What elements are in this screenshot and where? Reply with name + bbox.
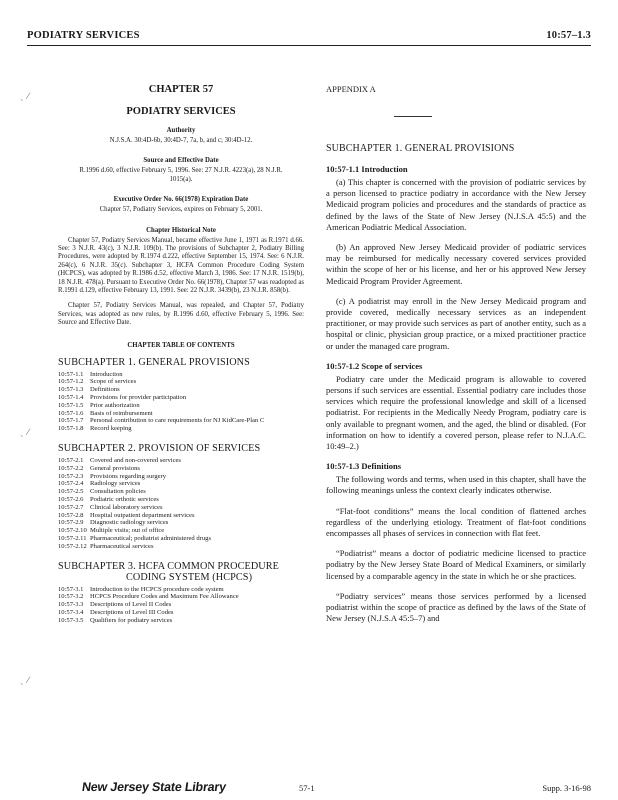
left-column xyxy=(58,84,304,625)
toc-subchapter-2-title: SUBCHAPTER 2. PROVISION OF SERVICES xyxy=(58,443,261,455)
toc-entry xyxy=(58,593,304,601)
toc-entry-title: Scope of services xyxy=(90,378,137,386)
toc-list xyxy=(58,371,304,433)
toc-entry-number: 10:57-2.4 xyxy=(58,480,84,488)
toc-entry-title: Record keeping xyxy=(90,425,132,433)
source-heading: Source and Effective Date xyxy=(143,157,219,165)
toc-list xyxy=(58,586,304,625)
history-paragraph: Chapter 57, Podiatry Services Manual, became effective June 1, 1971 as R.1971 d.66. See: 3 N.J.R. 43(c), 3 N.J.R. 109(b). The provisions of Subchapter 2, Podiatry Billing Procedures, were adopted by R.1974 d.222, effective September 15, 1974. See: 6 N.J.R. 264(c), 6 N.J.R. 35(c). Subchapter 3, HCFA Common Procedure Coding System (HCPCS), was adopted by R.1986 d.52, effective March 3, 1986. See: 17 N.J.R. 1519(b), 18 N.J.R. 478(a). Pursuant to Executive Order No. 66(1978), Chapter 57 was readopted as R.1991 d.129, effective February 13, 1991. See: 22 N.J.R. 3439(b), 23 N.J.R. 858(b). xyxy=(58,236,304,295)
scan-mark: ˎ ⁄ xyxy=(20,428,29,438)
appendix-label: APPENDIX A xyxy=(326,84,376,94)
header-section: 10:57–1.3 xyxy=(546,30,591,41)
toc-entry-number: 10:57-3.3 xyxy=(58,601,84,609)
toc-entry-number: 10:57-1.2 xyxy=(58,378,84,386)
toc-entry xyxy=(58,504,304,512)
chapter-name: PODIATRY SERVICES xyxy=(126,106,236,117)
toc-subchapter-1-title: SUBCHAPTER 1. GENERAL PROVISIONS xyxy=(58,356,250,368)
toc-entry xyxy=(58,378,304,386)
toc-entry-title: Diagnostic radiology services xyxy=(90,519,169,527)
toc-entry-title: Multiple visits; out of office xyxy=(90,527,165,535)
toc-entry xyxy=(58,601,304,609)
body-paragraph: “Podiatrist” means a doctor of podiatric medicine licensed to practice podiatry by the New Jersey State Board of Medical Examiners, or similarly licensed by a comparable agency in the state in which he or she practices. xyxy=(326,548,586,581)
toc-entry-number: 10:57-1.6 xyxy=(58,409,84,417)
supplement-date: Supp. 3-16-98 xyxy=(542,783,591,793)
toc-entry xyxy=(58,617,304,625)
right-column xyxy=(326,84,586,634)
toc-entry-title: Clinical laboratory services xyxy=(90,503,163,511)
toc-list xyxy=(58,457,304,551)
toc-entry xyxy=(58,410,304,418)
toc-entry-title: Qualifiers for podiatry services xyxy=(90,616,173,624)
toc-entry-number: 10:57-1.8 xyxy=(58,425,84,433)
section-rule xyxy=(394,116,432,117)
exec-order-text: Chapter 57, Podiatry Services, expires on February 5, 2001. xyxy=(99,206,263,214)
toc-entry-title: Provisions for provider participation xyxy=(90,394,187,402)
toc-entry-number: 10:57-2.11 xyxy=(58,535,87,543)
history-paragraph: Chapter 57, Podiatry Services Manual, was repealed, and Chapter 57, Podiatry Services, was adopted as new rules, by R.1996 d.60, effective February 5, 1996. See: Source and Effective Date. xyxy=(58,302,304,327)
authority-heading: Authority xyxy=(166,127,196,134)
toc-entry-title: General provisions xyxy=(90,464,140,472)
exec-order-heading: Executive Order No. 66(1978) Expiration Date xyxy=(113,196,249,204)
toc-entry-title: Personal contribution to care requirements for NJ KidCare-Plan C xyxy=(90,417,265,425)
toc-entry-number: 10:57-2.3 xyxy=(58,472,84,480)
toc-entry xyxy=(58,386,304,394)
library-stamp: New Jersey State Library xyxy=(81,780,227,794)
scan-mark: ˎ ⁄ xyxy=(20,92,29,102)
toc-entry-title: Covered and non-covered services xyxy=(90,457,181,465)
toc-entry-title: Prior authorization xyxy=(90,401,140,409)
toc-entry xyxy=(58,402,304,410)
toc-entry-number: 10:57-2.5 xyxy=(58,488,84,496)
toc-entry-title: Pharmaceutical; podiatrist administered drugs xyxy=(90,535,212,543)
toc-entry-number: 10:57-2.9 xyxy=(58,519,84,527)
toc-entry xyxy=(58,488,304,496)
chapter-number: CHAPTER 57 xyxy=(148,84,214,95)
toc-entry-title: Introduction xyxy=(90,370,123,378)
toc-subchapter-3-title: SUBCHAPTER 3. HCFA COMMON PROCEDURE xyxy=(58,560,279,572)
source-text: R.1996 d.60, effective February 5, 1996. See: 27 N.J.R. 4223(a), 28 N.J.R. 1015(a). xyxy=(79,167,283,183)
header-title: PODIATRY SERVICES xyxy=(27,30,140,41)
toc-entry-title: Hospital outpatient department services xyxy=(90,511,195,519)
toc-entry xyxy=(58,586,304,594)
toc-entry xyxy=(58,519,304,527)
toc-entry-title: Basis of reimbursement xyxy=(90,409,153,417)
section-heading: 10:57-1.3 Definitions xyxy=(326,461,402,472)
toc-heading: CHAPTER TABLE OF CONTENTS xyxy=(127,341,235,349)
body-paragraph: (c) A podiatrist may enroll in the New Jersey Medicaid program and provide covered, medically necessary services as an independent practitioner, or may provide such services as part of another entity, such as a hospital or clinic, physician group practice, or a mixed practitioner practice or under the managed care program. xyxy=(326,295,586,351)
scan-mark: ˎ ⁄ xyxy=(20,676,29,686)
toc-entry-number: 10:57-2.8 xyxy=(58,511,84,519)
toc-entry-number: 10:57-3.2 xyxy=(58,593,84,601)
toc-entry xyxy=(58,457,304,465)
header-rule xyxy=(27,45,591,46)
toc-entry-number: 10:57-2.1 xyxy=(58,457,84,465)
body-paragraph: “Podiatry services” means those services performed by a licensed podiatrist within the scope of practice as defined by the laws of the State of New Jersey (N.J.S.A 45:5–7) and xyxy=(326,590,586,624)
running-header xyxy=(27,30,591,44)
toc-entry xyxy=(58,394,304,402)
section-heading: 10:57-1.2 Scope of services xyxy=(326,360,423,371)
toc-entry-number: 10:57-1.1 xyxy=(58,370,84,378)
toc-entry xyxy=(58,609,304,617)
toc-entry xyxy=(58,496,304,504)
toc-entry xyxy=(58,371,304,379)
body-paragraph: (b) An approved New Jersey Medicaid provider of podiatric services may be reimbursed for medically necessary covered services provided within the scope of her or his license, and her or his approved New Jersey Medicaid Program Provider Agreement. xyxy=(326,242,586,286)
toc-entry xyxy=(58,425,304,433)
subchapter-title: SUBCHAPTER 1. GENERAL PROVISIONS xyxy=(326,143,515,154)
toc-entry-number: 10:57-2.2 xyxy=(58,464,84,472)
toc-entry xyxy=(58,535,304,543)
toc-entry-number: 10:57-3.4 xyxy=(58,609,84,617)
toc-entry-number: 10:57-1.4 xyxy=(58,394,84,402)
toc-entry-title: Descriptions of Level III Codes xyxy=(90,609,174,617)
toc-entry-number: 10:57-2.12 xyxy=(58,542,87,550)
toc-entry-title: Podiatric orthotic services xyxy=(90,496,159,504)
authority-text: N.J.S.A. 30:4D-6b, 30:4D-7, 7a, b, and c; 30:4D-12. xyxy=(109,137,253,144)
toc-entry-number: 10:57-2.7 xyxy=(58,503,84,511)
toc-entry-title: Definitions xyxy=(90,386,120,394)
toc-entry xyxy=(58,480,304,488)
toc-entry-number: 10:57-1.3 xyxy=(58,386,84,394)
toc-entry xyxy=(58,543,304,551)
toc-entry-title: Consultation policies xyxy=(90,488,146,496)
toc-entry-number: 10:57-1.7 xyxy=(58,417,84,425)
body-paragraph: Podiatry care under the Medicaid program is allowable to covered persons if such services are essential. Essential podiatry care includes those services which require the professional knowledge and skill of a licensed podiatrist. For recipients in the Medically Needy Program, podiatry care is only available to pregnant women, and the aged, the blind or disabled. (For information on how to identify a covered person, please refer to N.J.A.C. 10:49–2.) xyxy=(326,373,586,452)
body-paragraph: (a) This chapter is concerned with the provision of podiatric services by a person licensed to practice podiatry in accordance with the New Jersey Medicaid program policies and procedures and the standards of practice as defined by the laws of the State of New Jersey (N.J.S.A 45:5) and the American Podiatric Medical Association. xyxy=(326,177,586,232)
toc-entry-title: Introduction to the HCPCS procedure code system xyxy=(90,585,224,593)
toc-entry-number: 10:57-1.5 xyxy=(58,401,84,409)
toc-entry-title: HCPCS Procedure Codes and Maximum Fee Allowance xyxy=(90,593,239,601)
toc-entry-title: Radiology services xyxy=(90,480,141,488)
toc-entry-number: 10:57-2.10 xyxy=(58,527,87,535)
toc-entry-number: 10:57-3.1 xyxy=(58,585,84,593)
body-paragraph: The following words and terms, when used in this chapter, shall have the following meanings unless the context clearly indicates otherwise. xyxy=(326,474,586,496)
body-paragraph: “Flat-foot conditions” means the local condition of flattened arches regardless of the underlying etiology. Treatment of flat-foot conditions encompasses all phases of services in connection with flat feet. xyxy=(326,505,586,539)
history-heading: Chapter Historical Note xyxy=(146,226,216,234)
toc-entry xyxy=(58,465,304,473)
toc-entry xyxy=(58,527,304,535)
toc-entry-title: Pharmaceutical services xyxy=(90,542,154,550)
section-heading: 10:57-1.1 Introduction xyxy=(326,164,408,174)
page-number: 57-1 xyxy=(299,783,315,793)
toc-entry xyxy=(58,417,304,425)
toc-entry-number: 10:57-3.5 xyxy=(58,616,84,624)
toc-entry-title: Descriptions of Level II Codes xyxy=(90,601,172,609)
toc-entry-number: 10:57-2.6 xyxy=(58,496,84,504)
toc-entry xyxy=(58,512,304,520)
toc-entry xyxy=(58,473,304,481)
toc-subchapter-3-title: CODING SYSTEM (HCPCS) xyxy=(126,571,253,583)
toc-entry-title: Provisions regarding surgery xyxy=(90,472,167,480)
